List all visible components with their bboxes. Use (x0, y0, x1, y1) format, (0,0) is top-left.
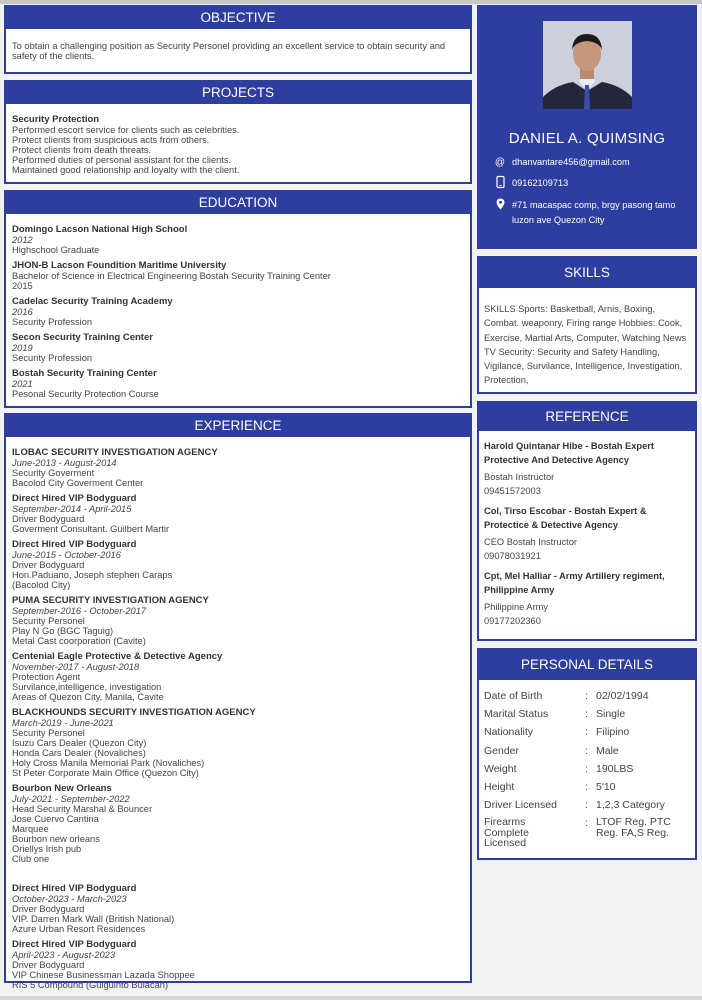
experience-section (4, 413, 472, 990)
experience-line: Driver Bodyguard (12, 904, 85, 914)
experience-line: VIP Chinese Businessman Lazada Shoppee (12, 970, 195, 980)
employer-name: Direct Hired VIP Bodyguard (12, 493, 137, 504)
experience-line: Azure Urban Resort Residences (12, 924, 146, 934)
school-detail: 2015 (12, 281, 33, 291)
employment-dates: June-2013 - August-2014 (12, 458, 117, 468)
employer-name: PUMA SECURITY INVESTIGATION AGENCY (12, 595, 209, 606)
school-detail: Pesonal Security Protection Course (12, 389, 159, 399)
employer-name: BLACKHOUNDS SECURITY INVESTIGATION AGENCY (12, 707, 256, 718)
employment-dates: November-2017 - August-2018 (12, 662, 140, 672)
detail-label: Firearms Complete Licensed (484, 816, 529, 850)
detail-label: Gender (484, 744, 520, 757)
location-pin-icon (493, 198, 507, 215)
experience-line: Bacolod City Goverment Center (12, 478, 144, 488)
experience-line: Security Personel (12, 616, 85, 626)
school-detail: Bachelor of Science in Electrical Engineering Bostah Security Training Center (12, 271, 331, 281)
reference-phone: 09177202360 (484, 616, 541, 626)
address-text: #71 macaspac comp, brgy pasong tamo luzon ave Quezon City (512, 200, 676, 225)
reference-name: Harold Quintanar Hibe - Bostah Expert Protective And Detective Agency (484, 441, 654, 465)
reference-item (484, 439, 689, 498)
experience-line: Holy Cross Manila Memorial Park (Novaliches) (12, 758, 205, 768)
school-detail: Highschool Graduate (12, 245, 100, 255)
detail-separator: : (585, 726, 588, 739)
school-year: 2016 (12, 307, 33, 317)
education-item (12, 369, 464, 399)
detail-row (484, 799, 690, 817)
detail-row (484, 763, 690, 781)
detail-separator: : (585, 817, 588, 830)
experience-line: Oriellys Irish pub (12, 844, 82, 854)
email-row (493, 155, 693, 170)
employment-dates: July-2021 - September-2022 (12, 794, 130, 804)
reference-phone: 09078031921 (484, 551, 541, 561)
detail-separator: : (585, 690, 588, 702)
detail-separator: : (585, 708, 588, 721)
project-line: Protect clients from suspicious acts from others. (12, 135, 210, 145)
school-year: 2012 (12, 235, 33, 245)
detail-separator: : (585, 762, 588, 775)
experience-item (12, 540, 464, 590)
projects-body (6, 104, 470, 175)
skills-header: SKILLS (479, 258, 695, 288)
detail-value: Male (596, 744, 619, 757)
profile-card (477, 5, 697, 249)
projects-header: PROJECTS (6, 82, 470, 104)
experience-line: Honda Cars Dealer (Novaliches) (12, 748, 146, 758)
experience-line: Metal Cast coorporation (Cavite) (12, 636, 146, 646)
objective-header: OBJECTIVE (6, 7, 470, 29)
education-body (6, 214, 470, 399)
detail-row (484, 817, 690, 857)
school-name: Domingo Lacson National High School (12, 224, 188, 235)
experience-item (12, 494, 464, 534)
detail-separator: : (585, 780, 588, 793)
experience-line: St Peter Corporate Main Office (Quezon City) (12, 768, 199, 778)
candidate-name: DANIEL A. QUIMSING (508, 130, 666, 147)
school-year: 2021 (12, 379, 33, 389)
detail-value: LTOF Reg. PTC Reg. FA,S Reg. (596, 816, 671, 839)
project-title: Security Protection (12, 114, 100, 125)
school-year: 2019 (12, 343, 33, 353)
reference-item (484, 569, 689, 628)
detail-value: 190LBS (596, 762, 634, 775)
personal-details-body (479, 680, 695, 857)
employer-name: Direct Hired VIP Bodyguard (12, 883, 137, 894)
reference-name: Cpt, Mel Halliar - Army Artillery regiment, Philippine Army (484, 571, 665, 595)
detail-separator: : (585, 799, 588, 812)
experience-line: Head Security Marshal & Bouncer (12, 804, 153, 814)
email-text[interactable]: dhanvantare456@gmail.com (512, 157, 630, 167)
skills-section (477, 256, 697, 394)
personal-details-header: PERSONAL DETAILS (479, 650, 695, 680)
experience-header: EXPERIENCE (6, 415, 470, 437)
objective-section (4, 5, 472, 74)
experience-item (12, 596, 464, 646)
experience-item (12, 940, 464, 990)
reference-phone: 09451572003 (484, 486, 541, 496)
project-line: Protect clients from death threats. (12, 145, 151, 155)
reference-header: REFERENCE (479, 403, 695, 431)
detail-label: Driver Licensed (484, 799, 557, 812)
experience-line: Survilance,intelligence, investigation (12, 682, 162, 692)
detail-label: Height (484, 780, 515, 793)
experience-item (12, 784, 464, 864)
experience-line: RIS 5 Compound (Guiguinto Bulacan) (12, 980, 169, 990)
experience-line: Security Personel (12, 728, 85, 738)
employer-name: Bourbon New Orleans (12, 783, 112, 794)
experience-line: Hon.Paduano, Joseph stephen Caraps (12, 570, 173, 580)
employment-dates: September-2016 - October-2017 (12, 606, 147, 616)
experience-line: Protection Agent (12, 672, 81, 682)
detail-value: Single (596, 708, 626, 721)
detail-value: 5'10 (596, 780, 616, 793)
experience-line: Bourbon new orleans (12, 834, 100, 844)
school-detail: Security Profession (12, 353, 93, 363)
portrait-image (543, 21, 632, 109)
reference-role: Philippine Army (484, 602, 549, 612)
detail-label: Weight (484, 762, 517, 775)
detail-separator: : (585, 744, 588, 757)
address-row (493, 198, 693, 232)
experience-line: Driver Bodyguard (12, 560, 85, 570)
experience-line: Driver Bodyguard (12, 960, 85, 970)
detail-value: Filipino (596, 726, 630, 739)
experience-line: (Bacolod City) (12, 580, 71, 590)
detail-label: Marital Status (484, 708, 549, 721)
education-header: EDUCATION (6, 192, 470, 214)
school-name: JHON-B Lacson Foundition Maritime University (12, 260, 227, 271)
experience-line: Goverment Consultant. Guilbert Martir (12, 524, 170, 534)
detail-row (484, 745, 690, 763)
at-icon: @ (494, 157, 506, 168)
school-name: Cadelac Security Training Academy (12, 296, 173, 307)
detail-value: 1,2,3 Category (596, 799, 665, 812)
experience-line: Driver Bodyguard (12, 514, 85, 524)
detail-row (484, 726, 690, 744)
employment-dates: October-2023 - March-2023 (12, 894, 127, 904)
experience-item (12, 884, 464, 934)
phone-icon (493, 176, 507, 193)
education-item (12, 297, 464, 327)
employment-dates: April-2023 - August-2023 (12, 950, 116, 960)
objective-text: To obtain a challenging position as Security Personel providing an excellent service to obtain security and safety of the clients. (12, 41, 446, 61)
project-line: Performed escort service for clients such as celebrities. (12, 125, 240, 135)
education-item (12, 225, 464, 255)
detail-row (484, 690, 690, 708)
experience-line: Play N Go (BGC Taguig) (12, 626, 114, 636)
top-edge (0, 0, 702, 4)
reference-role: Bostah Instructor (484, 472, 555, 482)
project-line: Maintained good relationship and loyalty with the client. (12, 165, 240, 175)
experience-item (12, 708, 464, 778)
experience-body (6, 437, 470, 990)
employer-name: Direct Hired VIP Bodyguard (12, 539, 137, 550)
project-line: Performed duties of personal assistant for the clients. (12, 155, 232, 165)
experience-line: Security Goverment (12, 468, 95, 478)
employer-name: Direct Hired VIP Bodyguard (12, 939, 137, 950)
profile-photo (543, 21, 632, 109)
experience-line: Marquee (12, 824, 49, 834)
detail-label: Date of Birth (484, 690, 543, 702)
experience-line: Club one (12, 854, 50, 864)
personal-details-section (477, 648, 697, 860)
reference-section (477, 401, 697, 641)
detail-row (484, 708, 690, 726)
experience-line: VIP. Darren Mark Wall (British National) (12, 914, 175, 924)
detail-row (484, 781, 690, 799)
reference-body (479, 431, 695, 628)
detail-value: 02/02/1994 (596, 690, 649, 702)
education-item (12, 261, 464, 291)
experience-line: Jose Cuervo Cantina (12, 814, 99, 824)
employer-name: Centenial Eagle Protective & Detective Agency (12, 651, 223, 662)
reference-item (484, 504, 689, 563)
school-detail: Security Profession (12, 317, 93, 327)
experience-line: Areas of Quezon City, Manila, Cavite (12, 692, 164, 702)
phone-row (493, 176, 693, 191)
school-name: Bostah Security Training Center (12, 368, 157, 379)
phone-text: 09162109713 (512, 178, 569, 188)
education-item (12, 333, 464, 363)
spacer (12, 870, 464, 884)
detail-label: Nationality (484, 726, 534, 739)
skills-text: SKILLS Sports: Basketball, Arnis, Boxing, Combat. weaponry, Firing range Hobbies: Cook, Exercise, Martial Arts, Computer, Watching News TV Security: Security and Safety Handling, Vigilance, Survilance, Intelligence, Investigation, Protection, (484, 304, 687, 386)
reference-name: Col, Tirso Escobar - Bostah Expert & Protectice & Detective Agency (484, 506, 647, 530)
experience-line: Isuzu Cars Dealer (Quezon City) (12, 738, 147, 748)
employment-dates: September-2014 - April-2015 (12, 504, 132, 514)
education-section (4, 190, 472, 408)
bottom-edge (0, 996, 702, 1000)
employer-name: ILOBAC SECURITY INVESTIGATION AGENCY (12, 447, 218, 458)
projects-section (4, 80, 472, 184)
experience-item (12, 448, 464, 488)
employment-dates: March-2019 - June-2021 (12, 718, 114, 728)
school-name: Secon Security Training Center (12, 332, 153, 343)
reference-role: CEO Bostah Instructor (484, 537, 578, 547)
experience-item (12, 652, 464, 702)
employment-dates: June-2015 - October-2016 (12, 550, 121, 560)
